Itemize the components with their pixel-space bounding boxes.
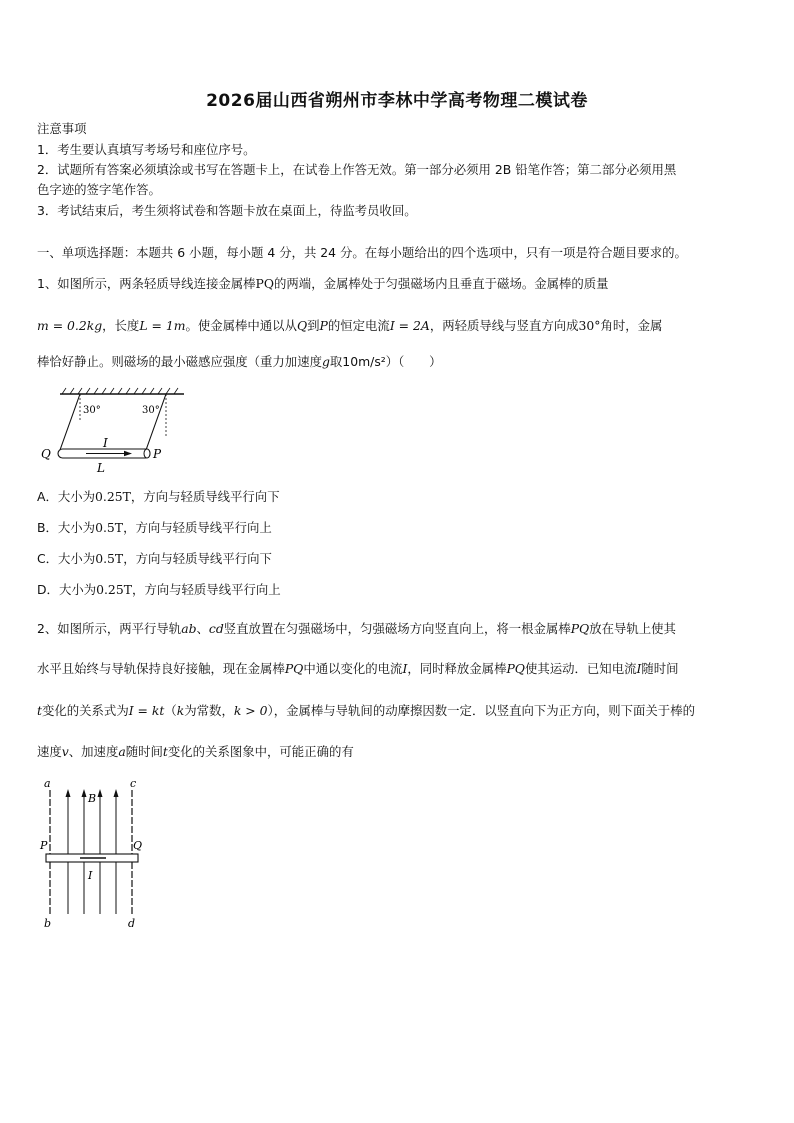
length-label: L [97, 461, 105, 475]
q2-text: 变化的关系图象中，可能正确的有 [167, 744, 354, 759]
q1-text: 。使金属棒中通以从 [185, 318, 297, 333]
option-value: 0.5T [95, 520, 124, 535]
q1-text: 到 [307, 318, 320, 333]
magnetic-field-lines [66, 789, 119, 914]
option-text: 大小为 [58, 551, 96, 566]
q1-text: 的恒定电流 [327, 318, 390, 333]
q2-acceleration: a [118, 744, 126, 759]
q2-text: （ [164, 703, 177, 718]
q1-stem-line1 [37, 276, 762, 292]
q2-velocity: v [61, 744, 69, 759]
q2-constant-condition: k > 0 [233, 703, 268, 718]
current-label: I [88, 869, 93, 882]
q1-text: 的两端，金属棒处于匀强磁场内且垂直于磁场。金属棒的质量 [274, 276, 609, 291]
q2-rod: PQ [284, 661, 304, 676]
option-value: 0.25T [96, 582, 132, 597]
q1-mass: m = 0.2kg [37, 318, 103, 333]
field-label: B [88, 792, 97, 805]
q1-point-q: Q [296, 318, 308, 333]
q2-current-formula: I = kt [128, 703, 165, 718]
q2-time: t [37, 703, 42, 718]
q2-text: 、加速度 [68, 744, 119, 759]
option-letter: D． [37, 582, 59, 597]
q2-text: ，同时释放金属棒 [407, 661, 507, 676]
q2-rod: PQ [570, 621, 590, 636]
q1-text: 取10m/s²）（ ） [329, 354, 442, 369]
option-text: ，方向与轻质导线平行向上 [131, 582, 281, 597]
q1-option-a[interactable] [37, 489, 762, 505]
q2-text: 竖直放置在匀强磁场中，匀强磁场方向竖直向上，将一根金属棒 [223, 621, 571, 636]
notice-heading: 注意事项 [37, 121, 87, 136]
option-text: 大小为 [57, 520, 96, 535]
q2-text: 随时间 [641, 661, 679, 676]
q2-rail-ab: ab [181, 621, 197, 636]
left-wire [60, 394, 80, 450]
q1-length: L = 1m [139, 318, 186, 333]
notice-item: 3．考试结束后，考生须将试卷和答题卡放在桌面上，待监考员收回。 [37, 203, 417, 218]
q1-text: 角时，金属 [600, 318, 663, 333]
rod-end-p: P [40, 839, 48, 852]
q2-text: 放在导轨上使其 [589, 621, 676, 636]
q2-stem-line3 [37, 703, 762, 719]
rail-end-b: b [44, 917, 52, 930]
q2-text: 2、如图所示，两平行导轨 [37, 621, 182, 636]
q2-time: t [162, 744, 168, 759]
q1-current: I = 2A [389, 318, 430, 333]
q1-stem-line2 [37, 318, 762, 334]
q1-point-p: P [319, 318, 328, 333]
q2-text: 速度 [37, 744, 62, 759]
q2-text: 随时间 [125, 744, 163, 759]
q2-text: 中通以变化的电流 [303, 661, 403, 676]
q2-stem-line4 [37, 744, 762, 760]
rail-end-a: a [44, 777, 51, 790]
angle-label-left: 30° [83, 405, 101, 416]
rod-end-p: P [153, 447, 162, 461]
rod-end-q: Q [133, 839, 143, 852]
option-letter: B． [37, 520, 58, 535]
q1-option-b[interactable] [37, 520, 762, 536]
option-text: 大小为 [57, 489, 96, 504]
angle-label-right: 30° [142, 405, 160, 416]
q1-option-d[interactable] [37, 582, 762, 598]
q1-rod-label: PQ [255, 276, 275, 291]
option-text: ，方向与轻质导线平行向下 [123, 551, 272, 566]
q2-rail-cd: cd [208, 621, 224, 636]
q2-text: 、 [196, 621, 209, 636]
q1-stem-line3 [37, 354, 762, 370]
q2-stem-line2 [37, 661, 762, 677]
option-value: 0.25T [95, 489, 131, 504]
rod-end-q: Q [41, 447, 51, 461]
q2-constant: k [176, 703, 185, 718]
rail-end-c: c [130, 777, 137, 790]
q2-current: I [636, 661, 642, 676]
notice-item: 1．考生要认真填写考场号和座位序号。 [37, 142, 256, 157]
section-heading: 一、单项选择题：本题共 6 小题，每小题 4 分，共 24 分。在每小题给出的四个选项中，只有一项是符合题目要求的。 [37, 245, 687, 260]
option-text: ，方向与轻质导线平行向上 [123, 520, 272, 535]
right-wire [146, 394, 166, 450]
rail-end-d: d [128, 917, 136, 930]
option-letter: A． [37, 489, 58, 504]
q1-figure [36, 386, 196, 478]
q2-figure [36, 776, 156, 936]
page-title: 2026届山西省朔州市李林中学高考物理二模试卷 [206, 91, 588, 111]
option-text: 大小为 [58, 582, 97, 597]
q2-text: ），金属棒与导轨间的动摩擦因数一定．以竖直向下为正方向，则下面关于棒的 [267, 703, 695, 718]
notice-item: 2．试题所有答案必须填涂或书写在答题卡上，在试卷上作答无效。第一部分必须用 2B 铅笔作答；第二部分必须用黑 [37, 162, 677, 177]
option-value: 0.5T [95, 551, 124, 566]
option-text: ，方向与轻质导线平行向下 [130, 489, 280, 504]
q2-stem-line1 [37, 621, 762, 637]
q2-text: 使其运动．已知电流 [524, 661, 637, 676]
current-label: I [103, 436, 108, 450]
q1-text: 1、如图所示，两条轻质导线连接金属棒 [37, 276, 256, 291]
q1-text: 棒恰好静止。则磁场的最小磁感应强度（重力加速度 [37, 354, 322, 369]
q2-text: 为常数， [184, 703, 234, 718]
q2-text: 水平且始终与导轨保持良好接触，现在金属棒 [37, 661, 285, 676]
q1-text: ，长度 [102, 318, 140, 333]
metal-rod [46, 854, 138, 862]
ceiling [60, 388, 184, 394]
notice-item: 色字迹的签字笔作答。 [37, 182, 161, 197]
q1-angle: 30° [578, 318, 601, 333]
option-letter: C． [37, 551, 59, 566]
q1-option-c[interactable] [37, 551, 762, 567]
q1-gravity: g [321, 354, 330, 369]
q2-current: I [402, 661, 408, 676]
q2-text: 变化的关系式为 [41, 703, 129, 718]
q1-text: ，两轻质导线与竖直方向成 [429, 318, 579, 333]
q2-rod: PQ [506, 661, 525, 676]
